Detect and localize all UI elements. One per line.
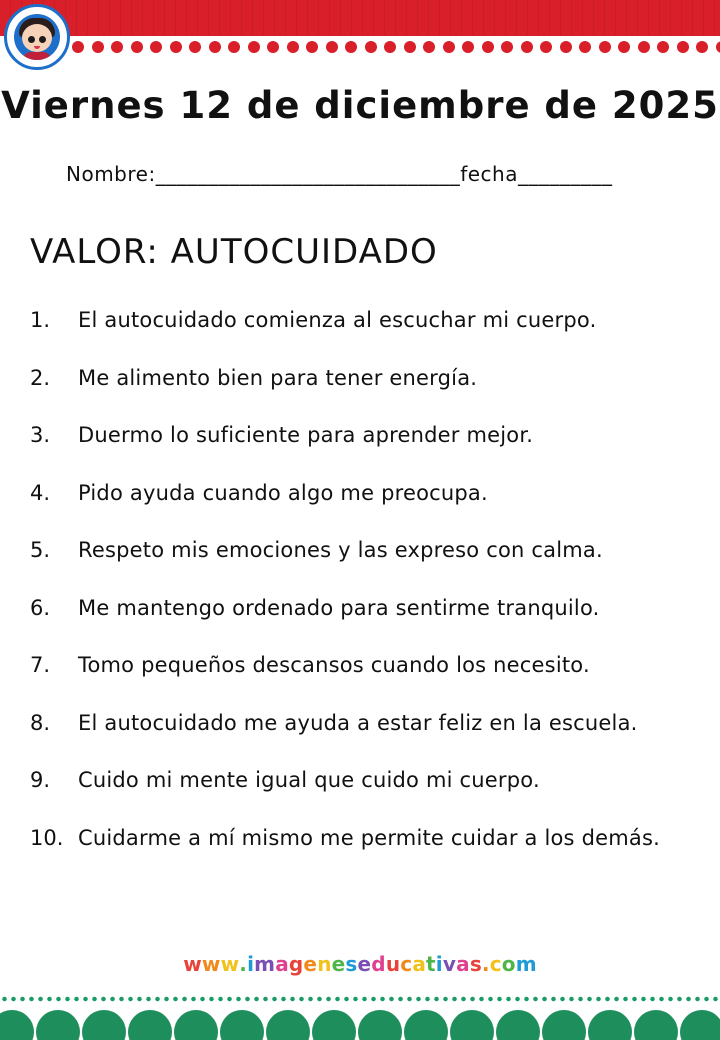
item-number: 10. bbox=[30, 825, 64, 850]
item-number: 6. bbox=[30, 595, 51, 620]
item-text: Duermo lo suficiente para aprender mejor. bbox=[78, 423, 534, 447]
item-text: El autocuidado comienza al escuchar mi cuerpo. bbox=[78, 308, 597, 332]
name-date-line: Nombre:_____________________________fecha_________ bbox=[66, 162, 613, 186]
item-text: Cuidarme a mí mismo me permite cuidar a los demás. bbox=[78, 825, 660, 850]
item-text: Me mantengo ordenado para sentirme tranquilo. bbox=[78, 595, 600, 620]
list-item bbox=[0, 308, 720, 348]
list-item bbox=[0, 711, 720, 751]
item-number: 9. bbox=[30, 768, 51, 792]
list-item bbox=[0, 768, 720, 808]
list-item bbox=[0, 423, 720, 463]
item-text: Pido ayuda cuando algo me preocupa. bbox=[78, 480, 488, 505]
item-number: 5. bbox=[30, 538, 51, 562]
item-text: Cuido mi mente igual que cuido mi cuerpo. bbox=[78, 768, 540, 792]
green-scallop-border bbox=[0, 1008, 720, 1040]
website-url: www.imageneseducativas.com bbox=[183, 952, 537, 976]
green-dot-border bbox=[0, 996, 720, 1002]
item-text: Respeto mis emociones y las expreso con calma. bbox=[78, 538, 603, 562]
top-band-texture bbox=[0, 0, 720, 36]
item-text: Tomo pequeños descansos cuando los necesito. bbox=[78, 653, 590, 677]
item-number: 4. bbox=[30, 480, 51, 505]
list-item bbox=[0, 826, 720, 866]
page-title: Viernes 12 de diciembre de 2025 bbox=[1, 84, 719, 127]
value-heading: VALOR: AUTOCUIDADO bbox=[30, 232, 438, 272]
list-item bbox=[0, 596, 720, 636]
item-number: 1. bbox=[30, 308, 51, 332]
list-item bbox=[0, 366, 720, 406]
imagenes-educativas-logo-icon bbox=[4, 4, 70, 70]
item-text: Me alimento bien para tener energía. bbox=[78, 365, 478, 390]
list-item bbox=[0, 538, 720, 578]
list-item bbox=[0, 481, 720, 521]
list-item bbox=[0, 653, 720, 693]
item-number: 8. bbox=[30, 710, 51, 735]
item-number: 2. bbox=[30, 365, 51, 390]
item-text: El autocuidado me ayuda a estar feliz en la escuela. bbox=[78, 710, 638, 735]
red-dot-border bbox=[70, 41, 720, 55]
item-number: 7. bbox=[30, 653, 51, 677]
item-number: 3. bbox=[30, 423, 51, 447]
